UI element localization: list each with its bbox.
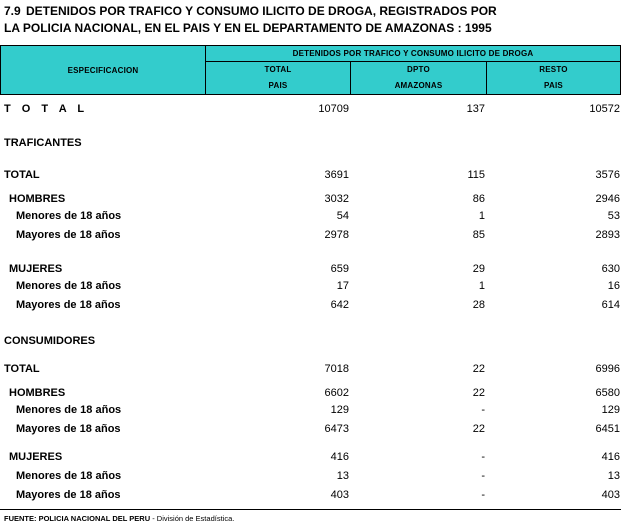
row-label: Mayores de 18 años	[16, 299, 121, 311]
table-row	[0, 261, 623, 277]
cell-resto-pais: 2946	[595, 193, 620, 205]
table-row	[0, 297, 623, 313]
cell-total-pais: 2978	[324, 229, 349, 241]
table-row	[0, 421, 623, 437]
cell-resto-pais: 416	[601, 451, 620, 463]
cell-dpto-amazonas: 22	[472, 387, 485, 399]
title-line-1	[4, 3, 497, 20]
header-col-line1: DPTO	[407, 65, 430, 74]
cell-resto-pais: 6996	[595, 363, 620, 375]
header-col-total-pais	[206, 62, 351, 94]
table-row	[0, 449, 623, 465]
header-col-line2: PAIS	[544, 81, 563, 90]
header-col-line2: PAIS	[268, 81, 288, 90]
cell-total-pais: 6473	[324, 423, 349, 435]
table-row	[0, 208, 623, 224]
table-row	[0, 361, 623, 377]
table-header	[0, 45, 621, 95]
cell-resto-pais: 2893	[595, 229, 620, 241]
cell-resto-pais: 3576	[595, 169, 620, 181]
row-label: CONSUMIDORES	[4, 335, 96, 347]
header-col-dpto-amazonas	[351, 62, 487, 94]
row-label: Mayores de 18 años	[16, 489, 121, 501]
cell-resto-pais: 403	[601, 489, 620, 501]
cell-dpto-amazonas: -	[481, 404, 485, 416]
footer-divider	[0, 509, 621, 510]
row-label: TOTAL	[4, 363, 40, 375]
row-label: Menores de 18 años	[16, 404, 122, 416]
table-row	[0, 402, 623, 418]
cell-dpto-amazonas: 1	[478, 210, 485, 222]
row-label: Menores de 18 años	[16, 470, 122, 482]
header-group: DETENIDOS POR TRAFICO Y CONSUMO ILICITO DE DROGA	[206, 46, 620, 62]
cell-dpto-amazonas: 137	[466, 103, 485, 115]
cell-dpto-amazonas: 1	[478, 280, 485, 292]
cell-resto-pais: 6580	[595, 387, 620, 399]
cell-resto-pais: 630	[601, 263, 620, 275]
table-row	[0, 468, 623, 484]
row-label: HOMBRES	[9, 193, 66, 205]
cell-total-pais: 54	[336, 210, 349, 222]
cell-dpto-amazonas: -	[481, 451, 485, 463]
row-label: TOTAL	[4, 169, 40, 181]
cell-dpto-amazonas: -	[481, 489, 485, 501]
cell-total-pais: 659	[330, 263, 349, 275]
table-title	[4, 3, 497, 37]
section-heading	[0, 333, 623, 349]
cell-total-pais: 3691	[324, 169, 349, 181]
row-label: T O T A L	[4, 103, 89, 115]
cell-resto-pais: 6451	[595, 423, 620, 435]
cell-total-pais: 416	[330, 451, 349, 463]
cell-total-pais: 7018	[324, 363, 349, 375]
cell-total-pais: 10709	[318, 103, 349, 115]
row-label: Menores de 18 años	[16, 210, 122, 222]
section-heading	[0, 135, 623, 151]
table-row	[0, 191, 623, 207]
cell-total-pais: 17	[336, 280, 349, 292]
row-label: Mayores de 18 años	[16, 229, 121, 241]
cell-resto-pais: 129	[601, 404, 620, 416]
table-row	[0, 487, 623, 503]
header-col-line1: TOTAL	[264, 65, 292, 74]
table-row	[0, 227, 623, 243]
header-col-line1: RESTO	[539, 65, 568, 74]
cell-dpto-amazonas: 85	[472, 229, 485, 241]
cell-total-pais: 13	[336, 470, 349, 482]
row-label: Menores de 18 años	[16, 280, 122, 292]
cell-dpto-amazonas: 29	[472, 263, 485, 275]
cell-total-pais: 403	[330, 489, 349, 501]
cell-total-pais: 6602	[324, 387, 349, 399]
cell-total-pais: 642	[330, 299, 349, 311]
footer-source-note: - División de Estadística.	[150, 514, 235, 523]
cell-dpto-amazonas: -	[481, 470, 485, 482]
title-line-2: LA POLICIA NACIONAL, EN EL PAIS Y EN EL DEPARTAMENTO DE AMAZONAS : 1995	[4, 21, 492, 35]
footer-source	[4, 514, 234, 523]
cell-resto-pais: 10572	[589, 103, 620, 115]
table-row	[0, 278, 623, 294]
cell-total-pais: 129	[330, 404, 349, 416]
cell-dpto-amazonas: 22	[472, 363, 485, 375]
table-row	[0, 385, 623, 401]
header-especificacion-label: ESPECIFICACION	[67, 65, 139, 75]
cell-resto-pais: 614	[601, 299, 620, 311]
cell-resto-pais: 53	[607, 210, 620, 222]
cell-dpto-amazonas: 86	[472, 193, 485, 205]
header-especificacion	[1, 46, 206, 94]
cell-resto-pais: 13	[607, 470, 620, 482]
table-number: 7.9	[4, 4, 21, 18]
row-label: Mayores de 18 años	[16, 423, 121, 435]
row-label: TRAFICANTES	[4, 137, 82, 149]
title-text-1: DETENIDOS POR TRAFICO Y CONSUMO ILICITO DE DROGA, REGISTRADOS POR	[26, 4, 497, 18]
cell-resto-pais: 16	[607, 280, 620, 292]
table-row	[0, 101, 623, 117]
cell-total-pais: 3032	[324, 193, 349, 205]
cell-dpto-amazonas: 28	[472, 299, 485, 311]
row-label: MUJERES	[9, 451, 63, 463]
table-row	[0, 167, 623, 183]
header-col-line2: AMAZONAS	[394, 81, 443, 90]
cell-dpto-amazonas: 22	[472, 423, 485, 435]
footer-source-label: FUENTE: POLICIA NACIONAL DEL PERU	[4, 514, 151, 523]
row-label: HOMBRES	[9, 387, 66, 399]
header-col-resto-pais	[487, 62, 620, 94]
row-label: MUJERES	[9, 263, 63, 275]
cell-dpto-amazonas: 115	[467, 169, 485, 181]
